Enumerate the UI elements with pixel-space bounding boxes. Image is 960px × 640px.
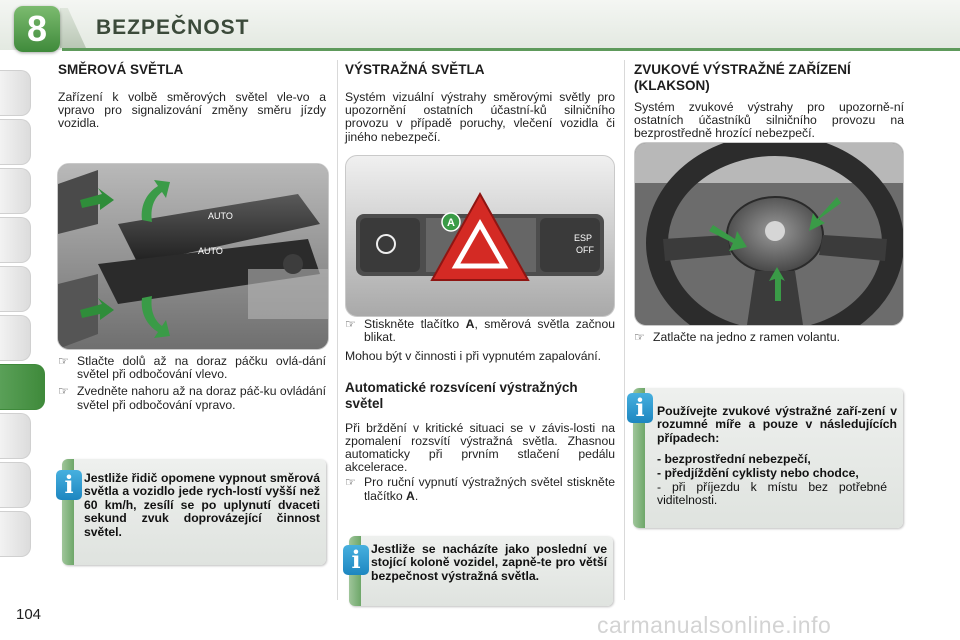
- section-heading: ZVUKOVÉ VÝSTRAŽNÉ ZAŘÍZENÍ (KLAKSON): [634, 62, 851, 93]
- stalk-photo: [57, 163, 329, 350]
- hand-pointer-icon: ☞: [345, 317, 356, 331]
- bullet-item: ☞ Zvedněte nahoru až na doraz páč-ku ovládání světel při odbočování vpravo.: [58, 384, 326, 412]
- info-list-item: - předjíždění cyklisty nebo chodce,: [657, 466, 859, 480]
- side-tab[interactable]: [0, 315, 31, 361]
- column-hazard-lights: [345, 58, 615, 144]
- side-tab[interactable]: [0, 119, 31, 165]
- chapter-side-tabs: [0, 70, 42, 560]
- info-list-item: - při příjezdu k místu bez potřebné viditelnosti.: [657, 480, 887, 508]
- column-divider: [337, 60, 338, 600]
- header-rule: [62, 48, 960, 51]
- info-text: Jestliže se nacházíte jako poslední ve stojící koloně vozidel, zapně-te pro větší bezpečnost výstražná světla.: [371, 542, 607, 583]
- paragraph: Při brždění v kritické situaci se v závis-losti na zpomalení rozsvítí výstražná světla. Zhasnou automaticky při prvním stlačení pedálu akcelerace.: [345, 420, 615, 475]
- info-icon: i: [627, 393, 653, 423]
- side-tab[interactable]: [0, 266, 31, 312]
- subsection-heading: Automatické rozsvícení výstražných světel: [345, 379, 578, 411]
- column-divider: [624, 60, 625, 600]
- side-tab[interactable]: [0, 70, 31, 116]
- hand-pointer-icon: ☞: [58, 354, 69, 368]
- steering-wheel-illustration: [635, 143, 903, 325]
- callout-label: A: [447, 217, 455, 229]
- info-icon: i: [343, 545, 369, 575]
- side-tab[interactable]: [0, 511, 31, 557]
- hazard-illustration: [346, 156, 614, 316]
- stalk-illustration: [58, 164, 328, 349]
- intro-paragraph: Systém vizuální výstrahy směrovými světly pro upozornění ostatních účastní-ků silničního provozu v případě poruchy, vlečení vozidla či jiného nebezpečí.: [345, 90, 615, 144]
- info-text: Jestliže řidič opomene vypnout směrová světla a vozidlo jede rych-lostí vyšší než 60 km/h, zesílí se po uplynutí dvaceti sekund zvuk doprovázející činnost světel.: [84, 471, 320, 539]
- info-box-hazard: [349, 536, 613, 606]
- esp-label: ESP: [574, 233, 593, 243]
- horn-steps: [634, 331, 904, 344]
- section-heading: SMĚROVÁ SVĚTLA: [58, 62, 184, 77]
- info-box-turn-signals: [62, 459, 326, 565]
- bullet-item: ☞ Zatlačte na jedno z ramen volantu.: [634, 330, 840, 344]
- paragraph: Mohou být v činnosti i při vypnutém zapalování.: [345, 349, 602, 364]
- side-tab[interactable]: [0, 168, 31, 214]
- hand-pointer-icon: ☞: [58, 384, 69, 399]
- info-title: Používejte zvukové výstražné zaří-zení v rozumné míře a pouze v následujících případech:: [657, 404, 897, 445]
- hand-pointer-icon: ☞: [634, 330, 645, 344]
- page-number: 104: [16, 606, 42, 623]
- column-horn: [634, 58, 904, 141]
- turn-signal-steps: [58, 355, 326, 412]
- side-tab[interactable]: [0, 217, 31, 263]
- hazard-button-photo: [345, 155, 615, 317]
- svg-text:AUTO: AUTO: [208, 211, 233, 221]
- bullet-item: ☞ Stiskněte tlačítko A, směrová světla začnou blikat.: [345, 317, 616, 345]
- info-box-horn: [633, 388, 903, 528]
- section-heading: VÝSTRAŽNÁ SVĚTLA: [345, 62, 485, 77]
- off-label: OFF: [576, 245, 594, 255]
- side-tab-active[interactable]: [0, 364, 45, 410]
- hand-pointer-icon: ☞: [345, 475, 356, 490]
- column-turn-signals: [58, 58, 326, 131]
- svg-text:AUTO: AUTO: [198, 246, 223, 256]
- steering-wheel-photo: [634, 142, 904, 326]
- intro-paragraph: Zařízení k volbě směrových světel vle-vo a vpravo pro signalizování změny směru jízdy vozidla.: [58, 90, 326, 131]
- page-title: BEZPEČNOST: [96, 16, 250, 39]
- side-tab[interactable]: [0, 462, 31, 508]
- intro-paragraph: Systém zvukové výstrahy pro upozorně-ní ostatních účastníků silničního provozu na bezprostředně hrozící nebezpečí.: [634, 100, 904, 141]
- info-list-item: - bezprostřední nebezpečí,: [657, 452, 811, 466]
- bullet-item: ☞ Pro ruční vypnutí výstražných světel stiskněte tlačítko A.: [345, 475, 615, 503]
- bullet-item: ☞ Stlačte dolů až na doraz páčku ovlá-dání světel při odbočování vlevo.: [58, 354, 326, 382]
- chapter-number-badge: 8: [14, 6, 60, 52]
- side-tab[interactable]: [0, 413, 31, 459]
- info-icon: i: [56, 470, 82, 500]
- hazard-steps: [345, 318, 615, 503]
- watermark: carmanualsonline.info: [597, 612, 832, 638]
